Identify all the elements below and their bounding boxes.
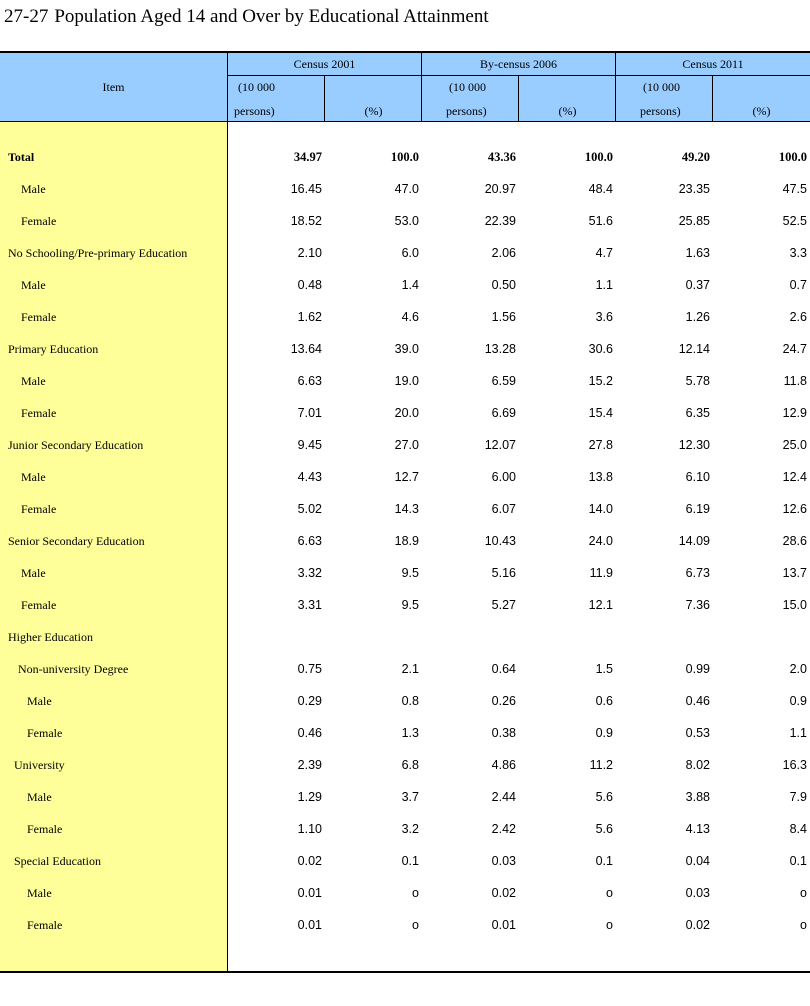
cell-pct-2001: 9.5 [401,598,419,612]
row-label: Special Education [14,854,101,868]
cell-pct-2011: 12.4 [782,470,807,484]
cell-pct-2001: o [412,918,419,932]
cell-persons-2006: 43.36 [487,150,516,164]
cell-pct-2001: 53.0 [394,214,419,228]
header-top-rule [0,51,810,53]
unit-header: persons) [446,104,487,118]
cell-persons-2006: 0.02 [491,886,516,900]
cell-persons-2006: 22.39 [484,214,516,228]
cell-persons-2001: 5.02 [297,502,322,516]
cell-pct-2001: 12.7 [394,470,419,484]
table-row [0,717,810,749]
row-label: Male [21,566,46,580]
table-row [0,813,810,845]
cell-persons-2006: 13.28 [484,342,516,356]
row-label: Total [8,150,35,164]
pct-header: (%) [558,104,577,118]
cell-persons-2001: 18.52 [290,214,322,228]
cell-persons-2001: 9.45 [297,438,322,452]
row-label: Female [27,918,63,932]
cell-persons-2011: 4.13 [685,822,710,836]
cell-persons-2001: 0.48 [297,278,322,292]
cell-persons-2011: 12.14 [678,342,710,356]
table-row [0,493,810,525]
cell-pct-2011: 52.5 [782,214,807,228]
cell-pct-2006: 100.0 [584,150,613,164]
table-title: Population Aged 14 and Over by Educational Attainment [54,6,489,27]
item-header: Item [102,80,125,94]
cell-pct-2001: 0.8 [401,694,419,708]
cell-pct-2011: 0.1 [789,854,807,868]
cell-pct-2006: 4.7 [595,246,613,260]
cell-pct-2011: 0.9 [789,694,807,708]
row-label: Male [21,374,46,388]
cell-pct-2011: 47.5 [782,182,807,196]
cell-persons-2001: 0.75 [297,662,322,676]
cell-persons-2001: 0.46 [297,726,322,740]
period-header-2011: Census 2011 [682,57,744,71]
cell-pct-2011: 13.7 [782,566,807,580]
cell-pct-2001: 9.5 [401,566,419,580]
cell-persons-2001: 0.29 [297,694,322,708]
cell-persons-2001: 34.97 [293,150,322,164]
cell-pct-2006: 0.1 [595,854,613,868]
cell-pct-2001: 3.2 [401,822,419,836]
cell-pct-2006: 30.6 [588,342,613,356]
table-row [0,205,810,237]
cell-pct-2011: 16.3 [782,758,807,772]
cell-persons-2011: 0.03 [685,886,710,900]
cell-persons-2006: 12.07 [484,438,516,452]
cell-persons-2006: 2.42 [491,822,516,836]
table-row [0,621,810,653]
cell-persons-2011: 1.26 [685,310,710,324]
row-label: Male [21,182,46,196]
row-label: Female [21,502,57,516]
table-row [0,333,810,365]
cell-persons-2006: 2.44 [491,790,516,804]
table-number: 27-27 [4,6,49,27]
cell-pct-2006: 27.8 [588,438,613,452]
cell-persons-2011: 12.30 [678,438,710,452]
row-label: Junior Secondary Education [8,438,144,452]
table-row [0,173,810,205]
row-label: Female [21,214,57,228]
cell-pct-2001: 27.0 [394,438,419,452]
cell-pct-2001: 4.6 [401,310,419,324]
cell-pct-2011: 12.6 [782,502,807,516]
cell-pct-2006: 1.5 [595,662,613,676]
cell-pct-2001: 19.0 [394,374,419,388]
cell-pct-2006: 0.9 [595,726,613,740]
cell-persons-2011: 0.37 [685,278,710,292]
cell-persons-2011: 0.53 [685,726,710,740]
cell-pct-2011: 2.6 [789,310,807,324]
cell-pct-2001: 47.0 [394,182,419,196]
table-row [0,269,810,301]
cell-pct-2011: 12.9 [782,406,807,420]
row-label: Non-university Degree [18,662,129,676]
cell-pct-2001: 3.7 [401,790,419,804]
cell-persons-2006: 6.00 [491,470,516,484]
cell-persons-2011: 3.88 [685,790,710,804]
cell-persons-2011: 49.20 [681,150,710,164]
cell-persons-2001: 1.10 [297,822,322,836]
cell-persons-2011: 14.09 [678,534,710,548]
table-row [0,557,810,589]
cell-pct-2006: 15.4 [588,406,613,420]
cell-pct-2001: 18.9 [394,534,419,548]
cell-pct-2011: 7.9 [789,790,807,804]
cell-pct-2006: o [606,918,613,932]
cell-persons-2006: 0.01 [491,918,516,932]
cell-pct-2011: 25.0 [782,438,807,452]
cell-persons-2001: 7.01 [297,406,322,420]
cell-persons-2006: 0.64 [491,662,516,676]
cell-pct-2001: 100.0 [390,150,419,164]
unit-header: persons) [640,104,681,118]
row-label: Male [27,790,52,804]
cell-persons-2011: 6.35 [685,406,710,420]
cell-pct-2001: 6.8 [401,758,419,772]
cell-persons-2006: 6.69 [491,406,516,420]
row-label: Senior Secondary Education [8,534,145,548]
cell-persons-2001: 1.29 [297,790,322,804]
cell-pct-2011: 28.6 [782,534,807,548]
unit-header: (10 000 [238,80,275,94]
cell-persons-2011: 5.78 [685,374,710,388]
cell-pct-2006: 12.1 [588,598,613,612]
table-row [0,141,810,173]
cell-pct-2001: o [412,886,419,900]
cell-persons-2006: 0.50 [491,278,516,292]
row-label: Female [27,822,63,836]
cell-persons-2011: 6.73 [685,566,710,580]
cell-pct-2001: 14.3 [394,502,419,516]
row-label: Female [21,310,57,324]
cell-persons-2001: 13.64 [290,342,322,356]
cell-pct-2001: 20.0 [394,406,419,420]
cell-pct-2001: 2.1 [401,662,419,676]
table-bottom-rule [0,971,810,973]
cell-pct-2011: 0.7 [789,278,807,292]
row-label: Male [21,470,46,484]
cell-persons-2001: 1.62 [297,310,322,324]
period-header-2001: Census 2001 [293,57,356,71]
table-row [0,653,810,685]
cell-persons-2001: 3.31 [297,598,322,612]
row-label: Male [21,278,46,292]
cell-pct-2011: 3.3 [789,246,807,260]
cell-pct-2011: 11.8 [783,374,807,388]
cell-persons-2006: 6.07 [491,502,516,516]
cell-persons-2011: 0.04 [685,854,710,868]
cell-pct-2006: 11.9 [589,566,613,580]
cell-pct-2006: 5.6 [595,822,613,836]
pct-header: (%) [364,104,383,118]
cell-persons-2001: 0.01 [297,886,322,900]
cell-pct-2006: 3.6 [595,310,613,324]
cell-pct-2006: 11.2 [589,758,613,772]
row-label: Primary Education [8,342,99,356]
cell-pct-2011: 15.0 [782,598,807,612]
cell-persons-2001: 2.10 [297,246,322,260]
cell-persons-2011: 7.36 [685,598,710,612]
cell-persons-2001: 0.02 [297,854,322,868]
cell-persons-2011: 1.63 [685,246,710,260]
cell-pct-2011: 24.7 [782,342,807,356]
cell-persons-2011: 0.02 [685,918,710,932]
cell-pct-2011: 1.1 [789,726,807,740]
cell-pct-2006: 51.6 [588,214,613,228]
table-row [0,589,810,621]
cell-pct-2001: 39.0 [394,342,419,356]
unit-header: (10 000 [643,80,680,94]
cell-pct-2011: o [800,918,807,932]
unit-header: persons) [234,104,275,118]
cell-persons-2001: 6.63 [297,534,322,548]
table-row [0,237,810,269]
cell-pct-2001: 0.1 [401,854,419,868]
cell-persons-2011: 8.02 [685,758,710,772]
row-label: Male [27,886,52,900]
cell-pct-2011: 8.4 [789,822,807,836]
cell-persons-2006: 10.43 [484,534,516,548]
cell-pct-2011: o [800,886,807,900]
table-row [0,461,810,493]
cell-persons-2001: 3.32 [297,566,322,580]
cell-pct-2006: 0.6 [595,694,613,708]
table-row [0,301,810,333]
cell-persons-2006: 2.06 [491,246,516,260]
unit-header: (10 000 [449,80,486,94]
cell-pct-2011: 2.0 [789,662,807,676]
row-label: No Schooling/Pre-primary Education [8,246,188,260]
cell-pct-2006: o [606,886,613,900]
cell-pct-2001: 1.3 [401,726,419,740]
cell-persons-2011: 0.46 [685,694,710,708]
cell-pct-2006: 1.1 [595,278,613,292]
page-title [4,5,489,29]
cell-pct-2006: 14.0 [588,502,613,516]
table-row [0,749,810,781]
cell-pct-2001: 6.0 [401,246,419,260]
row-label: Female [21,598,57,612]
cell-persons-2011: 6.19 [685,502,710,516]
cell-persons-2001: 6.63 [297,374,322,388]
cell-persons-2001: 16.45 [290,182,322,196]
table-row [0,525,810,557]
cell-persons-2006: 0.38 [491,726,516,740]
cell-pct-2011: 100.0 [778,150,807,164]
row-label: Higher Education [8,630,93,644]
cell-persons-2011: 23.35 [678,182,710,196]
cell-pct-2006: 5.6 [595,790,613,804]
row-label: Female [27,726,63,740]
cell-persons-2006: 20.97 [484,182,516,196]
period-header-2006: By-census 2006 [480,57,557,71]
cell-pct-2006: 48.4 [588,182,613,196]
cell-pct-2001: 1.4 [401,278,419,292]
table-row [0,877,810,909]
row-label: Male [27,694,52,708]
cell-persons-2001: 0.01 [297,918,322,932]
cell-persons-2001: 4.43 [297,470,322,484]
cell-persons-2006: 5.27 [491,598,516,612]
row-label: University [14,758,65,772]
table-row [0,845,810,877]
table-row [0,429,810,461]
cell-pct-2006: 13.8 [588,470,613,484]
cell-persons-2006: 4.86 [491,758,516,772]
cell-persons-2011: 0.99 [685,662,710,676]
cell-persons-2006: 0.03 [491,854,516,868]
table-row [0,781,810,813]
pct-header: (%) [752,104,771,118]
table-row [0,685,810,717]
cell-persons-2011: 25.85 [678,214,710,228]
cell-pct-2006: 15.2 [588,374,613,388]
cell-persons-2006: 1.56 [491,310,516,324]
row-label: Female [21,406,57,420]
cell-pct-2006: 24.0 [588,534,613,548]
cell-persons-2011: 6.10 [685,470,710,484]
cell-persons-2006: 6.59 [491,374,516,388]
cell-persons-2006: 5.16 [491,566,516,580]
table-row [0,365,810,397]
table-row [0,397,810,429]
cell-persons-2006: 0.26 [491,694,516,708]
cell-persons-2001: 2.39 [297,758,322,772]
table-row [0,909,810,941]
